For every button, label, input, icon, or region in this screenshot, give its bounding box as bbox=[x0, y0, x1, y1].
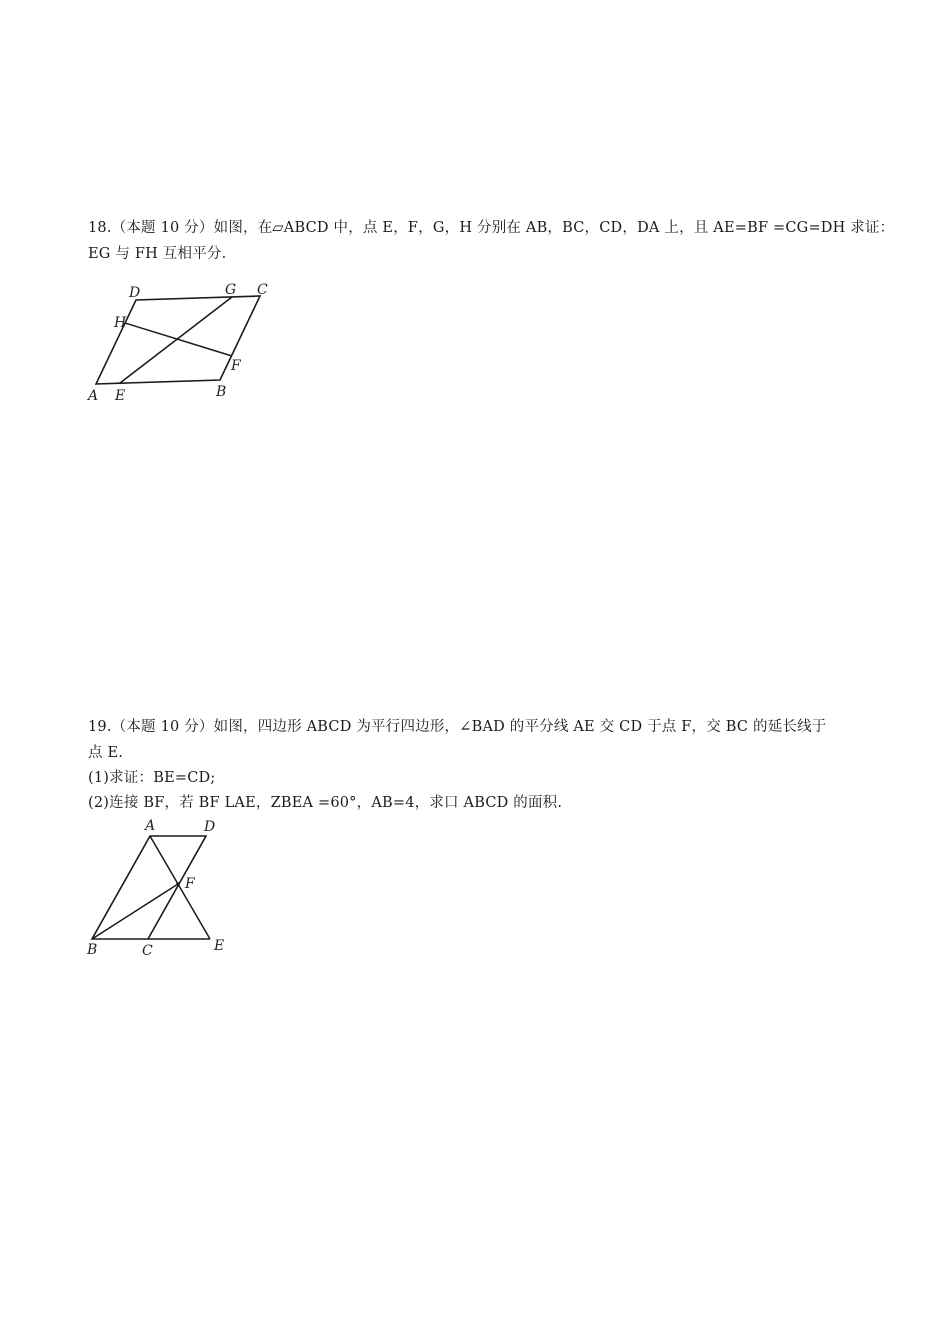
label-b: B bbox=[216, 384, 227, 400]
problem-19-figure bbox=[84, 816, 244, 958]
segment-bf bbox=[92, 884, 178, 939]
problem-19-line-4: (2)连接 BF，若 BF LAE，ZBEA =60°，AB=4，求口 ABCD 的面积. bbox=[88, 795, 563, 811]
segment-hf bbox=[125, 323, 232, 356]
label-c: C bbox=[257, 282, 268, 298]
label-e: E bbox=[115, 388, 126, 404]
problem-18-line-1: 18.（本题 10 分）如图，在▱ABCD 中，点 E，F，G，H 分别在 AB，BC，CD，DA 上，且 AE=BF =CG=DH 求证： bbox=[88, 220, 895, 236]
problem-18-line-2: EG 与 FH 互相平分. bbox=[88, 246, 227, 262]
parallelogram-abcd-bisector-figure bbox=[84, 816, 244, 958]
label-c: C bbox=[142, 943, 153, 958]
problem-19-line-1: 19.（本题 10 分）如图，四边形 ABCD 为平行四边形，∠BAD 的平分线 AE 交 CD 于点 F，交 BC 的延长线于 bbox=[88, 719, 827, 735]
problem-19-line-2: 点 E. bbox=[88, 745, 124, 761]
problem-19-line-3: (1)求证：BE=CD; bbox=[88, 770, 216, 786]
label-a: A bbox=[145, 818, 156, 834]
segment-ae-bisector bbox=[150, 836, 210, 939]
label-a: A bbox=[88, 388, 99, 404]
label-h: H bbox=[114, 315, 127, 331]
label-b: B bbox=[87, 942, 98, 958]
parallelogram-abcd-figure bbox=[84, 280, 284, 405]
label-d: D bbox=[129, 285, 141, 301]
label-e: E bbox=[214, 938, 225, 954]
label-g: G bbox=[225, 282, 237, 298]
label-f: F bbox=[231, 358, 241, 374]
label-d: D bbox=[204, 819, 216, 835]
problem-18-figure bbox=[84, 280, 284, 405]
point-f-dot bbox=[176, 882, 180, 886]
label-f: F bbox=[185, 876, 195, 892]
segment-eg bbox=[120, 297, 232, 383]
